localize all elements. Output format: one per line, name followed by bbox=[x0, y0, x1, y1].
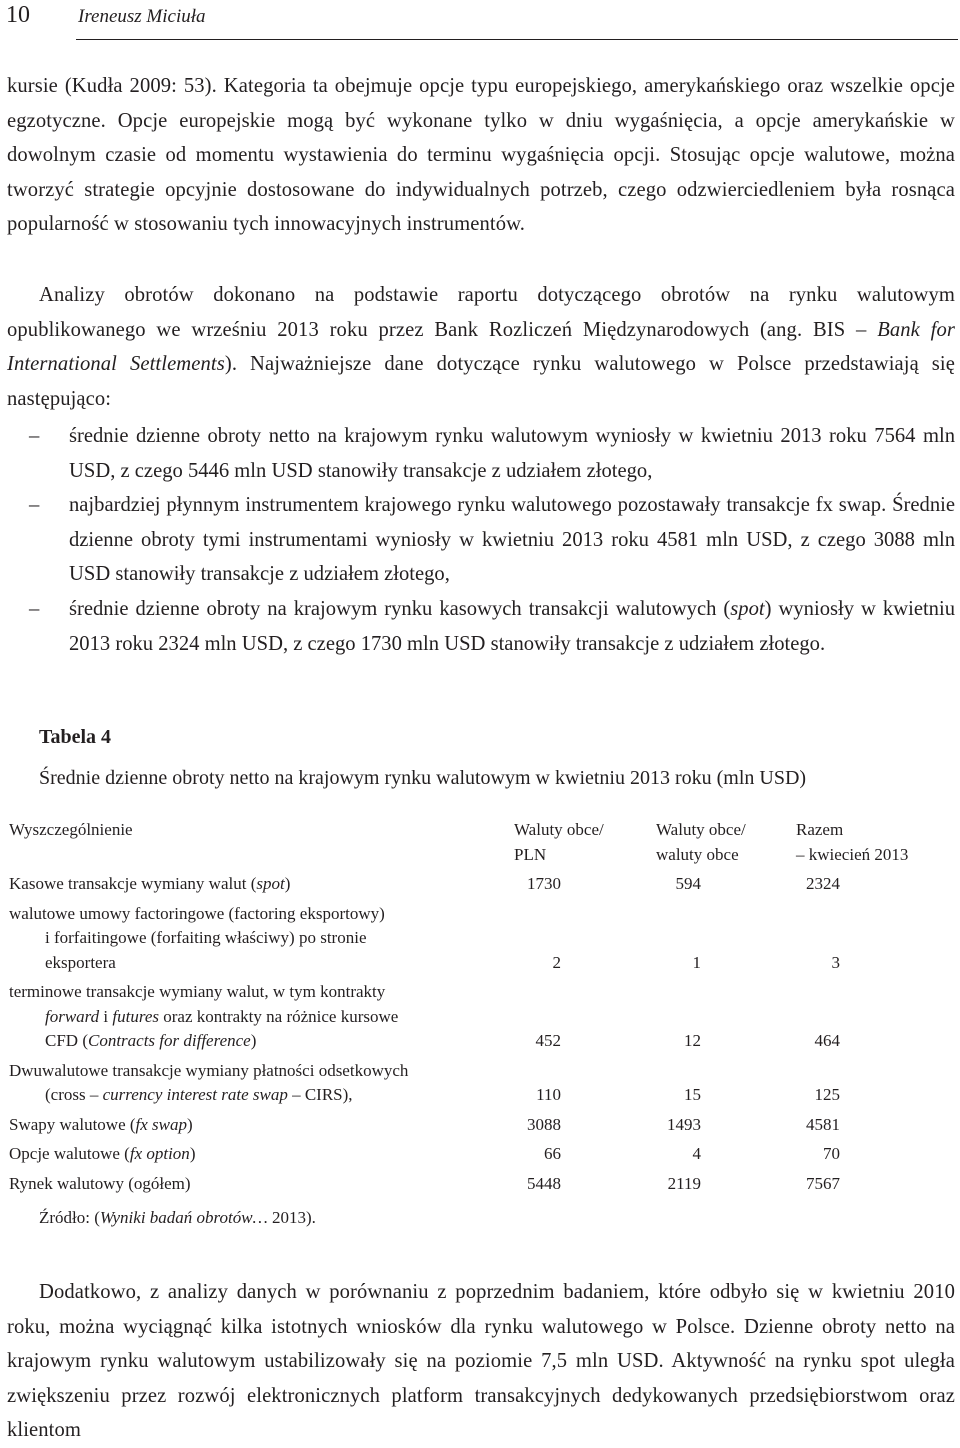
row-label-text: ) bbox=[187, 1114, 193, 1134]
cell-fx-fx: 4 bbox=[692, 1144, 701, 1163]
header-col-fx-fx-line1: Waluty obce/ bbox=[656, 820, 746, 839]
row-label-italic: spot bbox=[256, 874, 285, 893]
cell-fx-fx: 15 bbox=[684, 1085, 701, 1104]
row-label bbox=[9, 902, 504, 976]
bullet-text-3-italic: spot bbox=[730, 597, 765, 620]
row-label-italic: futures bbox=[112, 1006, 159, 1026]
row-label-line: walutowe umowy factoringowe (factoring eksportowy) bbox=[9, 903, 385, 923]
cell-fx-fx: 1 bbox=[692, 952, 701, 972]
cell-total: 7567 bbox=[806, 1173, 840, 1193]
source-text: 2013). bbox=[267, 1208, 316, 1227]
table-header bbox=[9, 818, 949, 872]
row-label-italic: fx option bbox=[129, 1144, 190, 1163]
cell-fx-fx: 594 bbox=[675, 874, 701, 893]
cell-fx-fx: 12 bbox=[684, 1031, 701, 1050]
cell-fx-pln: 452 bbox=[535, 1031, 561, 1050]
bullet-text-2: najbardziej płynnym instrumentem krajowego rynku walutowego pozostawały transakcje fx swap. Średnie dzienne obroty tymi instrumentami wyniosły w kwietniu 2013 roku 4581 mln USD, z czego 3088 mln USD stanowiły transakcje z udziałem złotego, bbox=[69, 494, 955, 586]
row-label-text: – CIRS), bbox=[287, 1085, 353, 1104]
header-col-fx-pln-line2: PLN bbox=[514, 844, 547, 864]
table-row bbox=[9, 902, 949, 976]
source-italic: Wyniki badań obrotów… bbox=[99, 1208, 268, 1227]
cell-fx-pln: 2 bbox=[552, 952, 561, 972]
row-label-text: Opcje walutowe ( bbox=[9, 1144, 130, 1163]
row-label-line bbox=[9, 1029, 504, 1054]
row-label-text: i bbox=[99, 1006, 113, 1026]
cell-total: 70 bbox=[823, 1144, 840, 1163]
header-col-description: Wyszczególnienie bbox=[9, 820, 133, 839]
table-row bbox=[9, 1113, 949, 1138]
source-text: Źródło: ( bbox=[39, 1208, 100, 1227]
row-label-italic: forward bbox=[45, 1006, 100, 1026]
body-paragraph-2 bbox=[7, 278, 955, 416]
cell-fx-pln: 66 bbox=[544, 1144, 561, 1163]
row-label: Rynek walutowy (ogółem) bbox=[9, 1173, 191, 1193]
row-label-text: oraz kontrakty na różnice kursowe bbox=[159, 1006, 399, 1026]
row-label bbox=[9, 1113, 504, 1138]
para2-text-a: Analizy obrotów dokonano na podstawie raportu dotyczącego obrotów na rynku walutowym opublikowanego we wrześniu 2013 roku przez Bank Rozliczeń Międzynarodowych (ang. BIS – bbox=[7, 284, 955, 341]
running-header bbox=[0, 0, 960, 42]
row-label-italic: fx swap bbox=[135, 1114, 188, 1134]
row-label-text: ) bbox=[189, 1144, 196, 1163]
table-row bbox=[9, 872, 949, 897]
header-col-total-line2: – kwiecień 2013 bbox=[796, 844, 909, 864]
header-col-fx-pln bbox=[514, 818, 634, 867]
cell-fx-pln: 1730 bbox=[527, 874, 561, 893]
row-label-line bbox=[9, 1083, 504, 1108]
cell-total: 2324 bbox=[806, 874, 840, 893]
body-paragraph-1: kursie (Kudła 2009: 53). Kategoria ta obejmuje opcje typu europejskiego, amerykańskiego oraz wszelkie opcje egzotyczne. Opcje europejskie mogą być wykonane tylko w dniu wygaśnięcia, a opcje amerykańskie w dowolnym czasie od momentu wystawienia do terminu wygaśnięcia opcji. Stosując opcje walutowe, można tworzyć strategie opcyjnie dostosowane do indywidualnych potrzeb, czego odzwierciedleniem była rosnąca popularność w stosowaniu tych innowacyjnych instrumentów. bbox=[7, 75, 955, 236]
bullet-item-2 bbox=[7, 488, 955, 592]
row-label-line: terminowe transakcje wymiany walut, w tym kontrakty bbox=[9, 982, 386, 1001]
table-row bbox=[9, 1142, 949, 1167]
cell-total: 464 bbox=[814, 1031, 840, 1050]
bullet-item-1 bbox=[7, 419, 955, 488]
header-col-total bbox=[796, 818, 946, 867]
bullet-dash: – bbox=[29, 597, 40, 620]
bullet-list bbox=[7, 419, 955, 661]
row-label-line: Dwuwalutowe transakcje wymiany płatności odsetkowych bbox=[9, 1060, 409, 1080]
row-label-line: eksportera bbox=[45, 952, 116, 972]
bullet-dash: – bbox=[29, 425, 40, 447]
row-label-text: ) bbox=[250, 1031, 257, 1050]
row-label bbox=[9, 980, 504, 1054]
row-label-text: CFD ( bbox=[45, 1031, 88, 1050]
cell-total: 125 bbox=[814, 1085, 840, 1104]
bullet-text-1: średnie dzienne obroty netto na krajowym rynku walutowym wyniosły w kwietniu 2013 roku 7564 mln USD, z czego 5446 mln USD stanowiły transakcje z udziałem złotego, bbox=[69, 425, 955, 482]
table-row bbox=[9, 1172, 949, 1197]
header-col-total-line1: Razem bbox=[796, 820, 844, 839]
bullet-item-3 bbox=[7, 592, 955, 661]
row-label-line: i forfaitingowe (forfaiting właściwy) po stronie bbox=[45, 928, 367, 947]
cell-total: 3 bbox=[831, 952, 840, 972]
row-label-line bbox=[9, 1005, 504, 1030]
cell-fx-fx: 1493 bbox=[667, 1114, 701, 1134]
header-col-fx-fx bbox=[656, 818, 776, 867]
para2-italic: Bank for International Settlements bbox=[7, 318, 955, 376]
row-label-text: ) bbox=[284, 874, 291, 893]
row-label-text: Swapy walutowe ( bbox=[9, 1114, 136, 1134]
row-label bbox=[9, 872, 504, 897]
row-label-text: Kasowe transakcje wymiany walut ( bbox=[9, 874, 257, 893]
row-label bbox=[9, 1142, 504, 1167]
table-row bbox=[9, 980, 949, 1054]
page-number: 10 bbox=[6, 2, 30, 28]
bullet-text-3b: ) wyniosły w kwietniu 2013 roku 2324 mln USD, z czego 1730 mln USD stanowiły transakcje z udziałem złotego. bbox=[69, 597, 955, 655]
table-source bbox=[39, 1208, 316, 1228]
cell-total: 4581 bbox=[806, 1114, 840, 1134]
header-col-fx-fx-line2: waluty obce bbox=[656, 844, 739, 864]
body-paragraph-3: Dodatkowo, z analizy danych w porównaniu z poprzednim badaniem, które odbyło się w kwietniu 2010 roku, można wyciągnąć kilka istotnych wniosków dla rynku walutowego w Polsce. Dzienne obroty netto na krajowym rynku walutowym ustabilizowały się na poziomie 7,5 mln USD. Aktywność na rynku spot uległa zwiększeniu przez rozwój elektronicznych platform transakcyjnych dedykowanych przedsiębiorstwom oraz klientom bbox=[7, 1281, 955, 1442]
cell-fx-fx: 2119 bbox=[667, 1173, 701, 1193]
row-label-text: (cross – bbox=[45, 1085, 103, 1104]
row-label-italic: Contracts for difference bbox=[87, 1031, 251, 1050]
row-label bbox=[9, 1059, 504, 1108]
cell-fx-pln: 110 bbox=[536, 1085, 561, 1104]
data-table bbox=[9, 818, 949, 1196]
header-col-fx-pln-line1: Waluty obce/ bbox=[514, 820, 604, 839]
bullet-dash: – bbox=[29, 494, 40, 517]
header-rule bbox=[76, 39, 958, 40]
table-label: Tabela 4 bbox=[39, 726, 112, 748]
running-head-author: Ireneusz Miciuła bbox=[78, 6, 206, 27]
cell-fx-pln: 3088 bbox=[527, 1114, 561, 1134]
row-label-italic: currency interest rate swap bbox=[102, 1085, 288, 1104]
cell-fx-pln: 5448 bbox=[527, 1173, 561, 1193]
table-title: Średnie dzienne obroty netto na krajowym rynku walutowym w kwietniu 2013 roku (mln USD) bbox=[39, 767, 807, 789]
para2-text-b: ). Najważniejsze dane dotyczące rynku walutowego w Polsce przedstawiają się następująco: bbox=[7, 353, 955, 410]
bullet-text-3a: średnie dzienne obroty na krajowym rynku kasowych transakcji walutowych ( bbox=[69, 597, 731, 620]
table-row bbox=[9, 1059, 949, 1108]
